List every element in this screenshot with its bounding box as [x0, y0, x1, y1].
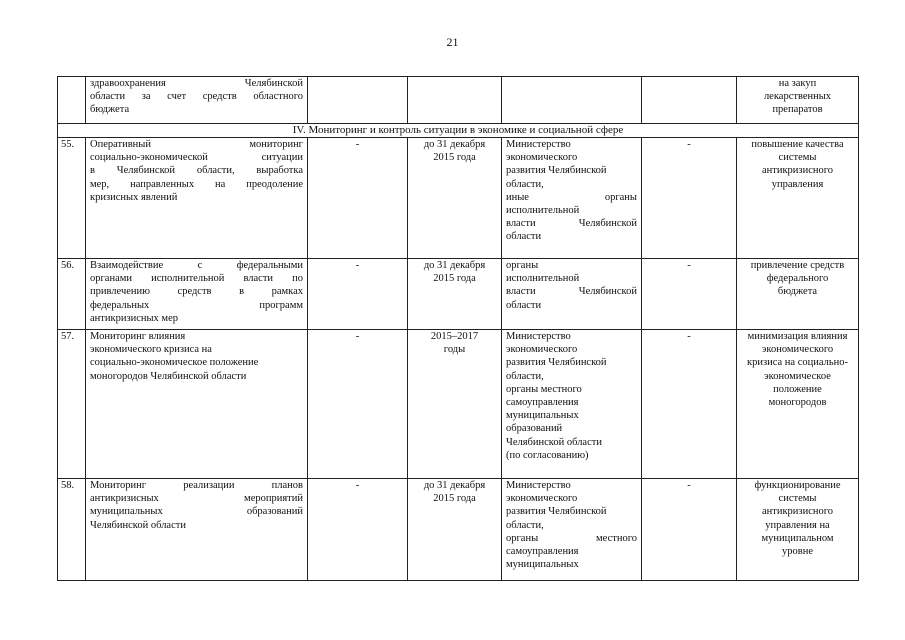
executor-cell	[502, 138, 642, 259]
text-line: препаратов	[772, 104, 823, 116]
text-line: Челябинской области	[506, 436, 602, 448]
text-line: муниципальном	[761, 532, 834, 544]
text-line: образований	[506, 423, 563, 435]
text-line: 2015 года	[433, 273, 476, 285]
text-line: Оперативный мониторинг	[90, 139, 303, 150]
result-cell	[737, 330, 859, 479]
text-line: кризисных явлений	[90, 191, 178, 203]
result-cell	[737, 259, 859, 330]
text-line: области,	[506, 519, 544, 531]
dash-cell: -	[308, 479, 408, 581]
result-cell	[737, 77, 859, 124]
text-line: власти Челябинской	[506, 286, 637, 298]
text-line: на закуп	[778, 78, 817, 89]
dash-cell: -	[308, 138, 408, 259]
text-line: привлечению средств в рамках	[90, 286, 303, 298]
text-line: области за счет средств областного	[90, 91, 303, 103]
text-line: положение	[773, 383, 822, 395]
measure-cell	[86, 259, 308, 330]
table-row	[58, 330, 859, 479]
text-line: 2015 года	[433, 152, 476, 164]
text-line: экономического	[506, 344, 578, 356]
text-line: привлечение средств	[750, 260, 845, 271]
text-line: в Челябинской области, выработка	[90, 165, 303, 177]
term-cell	[408, 479, 502, 581]
section-title: IV. Мониторинг и контроль ситуации в экономике и социальной сфере	[58, 124, 859, 138]
text-line: 2015 года	[433, 493, 476, 505]
text-line: моногородов	[768, 397, 827, 409]
text-line: Министерство	[506, 331, 571, 342]
text-line: моногородов Челябинской области	[90, 370, 247, 382]
dash-cell: -	[642, 138, 737, 259]
text-line: кризиса на социально-	[746, 357, 848, 369]
text-line: Министерство	[506, 480, 571, 491]
result-cell	[737, 479, 859, 581]
text-line: муниципальных	[506, 559, 579, 571]
text-line: антикризисного	[761, 506, 834, 518]
table-row	[58, 138, 859, 259]
table-row	[58, 77, 859, 124]
text-line: социально-экономическое положение	[90, 357, 259, 369]
text-line: мер, направленных на преодоление	[90, 178, 303, 190]
text-line: самоуправления	[506, 546, 579, 558]
text-line: антикризисных мероприятий	[90, 493, 303, 505]
row-number-cell	[58, 77, 86, 124]
text-line: антикризисного	[761, 165, 834, 177]
term-cell	[408, 138, 502, 259]
text-line: социально-экономической ситуации	[90, 152, 303, 164]
empty-cell	[642, 77, 737, 124]
text-line: до 31 декабря	[423, 139, 486, 150]
text-line: области,	[506, 370, 544, 382]
text-line: исполнительной	[506, 205, 580, 217]
text-line: уровне	[782, 546, 813, 558]
measure-cell	[86, 138, 308, 259]
text-line: экономическое	[764, 370, 831, 382]
row-number: 55.	[58, 138, 86, 259]
text-line: области	[506, 231, 542, 243]
text-line: органами исполнительной власти по	[90, 273, 303, 285]
measure-cell	[86, 479, 308, 581]
text-line: управления на	[765, 519, 830, 531]
empty-cell	[308, 77, 408, 124]
text-line: системы	[778, 152, 817, 164]
text-line: власти Челябинской	[506, 218, 637, 230]
text-line: Мониторинг реализации планов	[90, 480, 303, 491]
text-line: области	[506, 299, 542, 311]
text-line: самоуправления	[506, 397, 579, 409]
executor-cell	[502, 330, 642, 479]
text-line: повышение качества	[751, 139, 844, 150]
text-line: муниципальных образований	[90, 506, 303, 518]
text-line: органы местного	[506, 532, 637, 544]
term-cell	[408, 330, 502, 479]
text-line: развития Челябинской	[506, 165, 607, 177]
dash-cell: -	[308, 259, 408, 330]
dash-cell: -	[308, 330, 408, 479]
plan-table	[57, 76, 859, 581]
row-number: 56.	[58, 259, 86, 330]
row-number: 57.	[58, 330, 86, 479]
empty-cell	[502, 77, 642, 124]
text-line: здравоохранения Челябинской	[90, 78, 303, 89]
dash-cell: -	[642, 330, 737, 479]
table-row	[58, 259, 859, 330]
text-line: федерального	[766, 273, 829, 285]
text-line: функционирование	[754, 480, 841, 491]
text-line: развития Челябинской	[506, 357, 607, 369]
text-line: экономического	[761, 344, 834, 356]
text-line: Мониторинг влияния	[90, 331, 186, 342]
text-line: развития Челябинской	[506, 506, 607, 518]
text-line: бюджета	[777, 286, 818, 298]
text-line: экономического	[506, 493, 578, 505]
text-line: органы местного	[506, 383, 582, 395]
executor-cell	[502, 259, 642, 330]
text-line: Челябинской области	[90, 519, 186, 531]
text-line: области,	[506, 178, 544, 190]
text-line: бюджета	[90, 104, 130, 116]
page-number: 21	[446, 35, 459, 49]
empty-cell	[408, 77, 502, 124]
text-line: Министерство	[506, 139, 571, 150]
text-line: Взаимодействие с федеральными	[90, 260, 303, 271]
term-cell	[408, 259, 502, 330]
measure-cell	[86, 330, 308, 479]
text-line: экономического	[506, 152, 578, 164]
text-line: до 31 декабря	[423, 480, 486, 491]
text-line: иные органы	[506, 191, 637, 203]
text-line: управления	[771, 178, 824, 190]
row-number: 58.	[58, 479, 86, 581]
table-row	[58, 479, 859, 581]
text-line: системы	[778, 493, 817, 505]
measure-cell	[86, 77, 308, 124]
text-line: лекарственных	[763, 91, 832, 103]
text-line: 2015–2017	[430, 331, 479, 342]
text-line: федеральных программ	[90, 299, 303, 311]
text-line: антикризисных мер	[90, 312, 178, 324]
text-line: органы	[506, 260, 539, 271]
text-line: годы	[443, 344, 466, 356]
executor-cell	[502, 479, 642, 581]
dash-cell: -	[642, 479, 737, 581]
result-cell	[737, 138, 859, 259]
text-line: (по согласованию)	[506, 449, 589, 461]
text-line: минимизация влияния	[747, 331, 848, 342]
text-line: до 31 декабря	[423, 260, 486, 271]
text-line: муниципальных	[506, 410, 579, 422]
text-line: экономического кризиса на	[90, 344, 212, 356]
text-line: исполнительной	[506, 273, 580, 285]
dash-cell: -	[642, 259, 737, 330]
section-header-row	[58, 124, 859, 138]
